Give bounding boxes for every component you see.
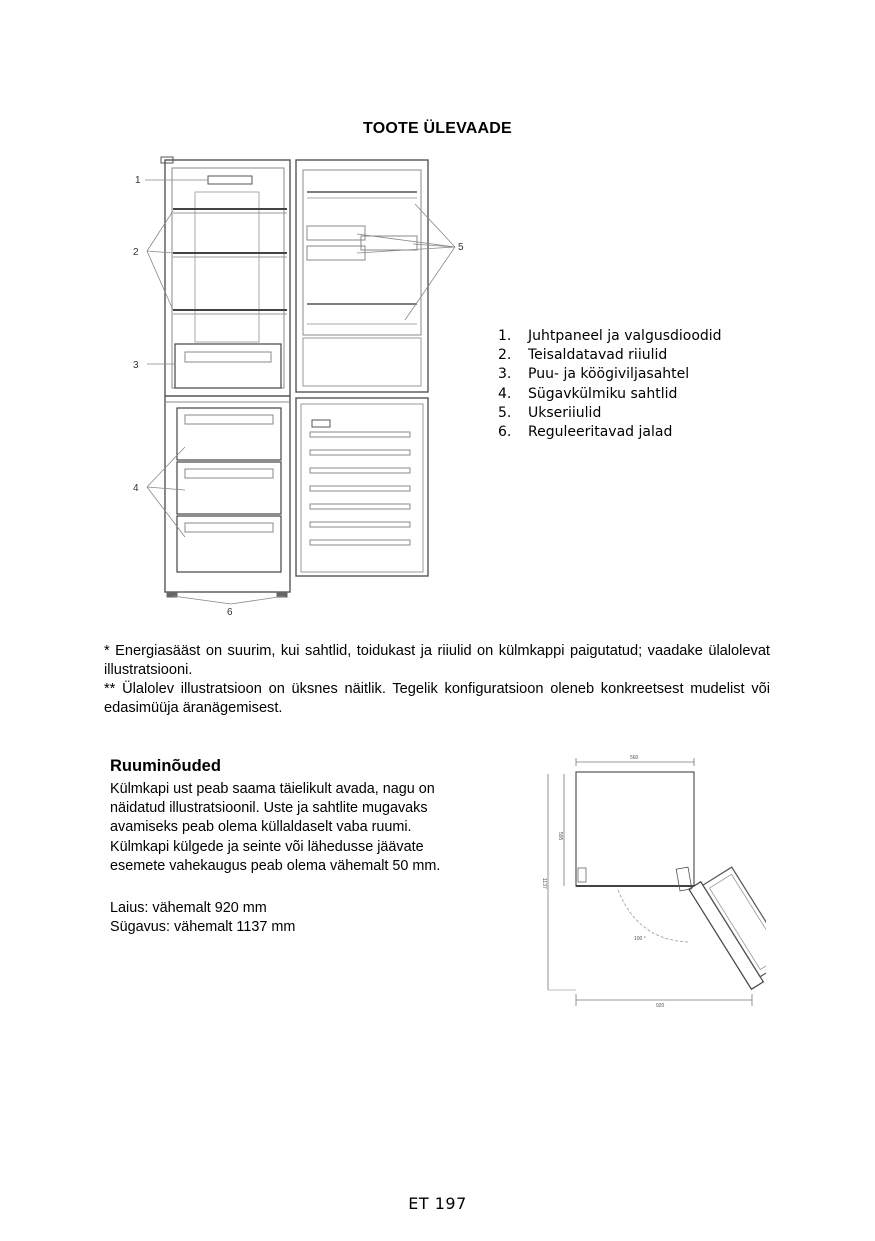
- legend-item: 4. Sügavkülmiku sahtlid: [498, 385, 678, 402]
- legend-item: 2. Teisaldatavad riiulid: [498, 347, 668, 364]
- legend-item: 3. Puu- ja köögiviljasahtel: [498, 366, 690, 383]
- dim-total-label: 1137: [541, 878, 547, 889]
- space-dimensions: [110, 899, 295, 937]
- depth-requirement: Sügavus: vähemalt 1137 mm: [110, 919, 296, 936]
- callout-1: 1: [135, 175, 141, 186]
- note-illustration: ** Ülalolev illustratsioon on üksnes näitlik. Tegelik konfiguratsioon oleneb konkreetsest mudelist või edasimüüja äranägemisest.: [104, 681, 770, 716]
- component-legend: [498, 327, 722, 442]
- door-opening-diagram: [538, 750, 766, 1012]
- fridge-overview-illustration: [125, 152, 475, 622]
- callout-5: 5: [458, 242, 464, 253]
- legend-item: 5. Ukseriiulid: [498, 404, 602, 421]
- legend-item: 1. Juhtpaneel ja valgusdioodid: [498, 328, 722, 344]
- space-requirements-title: Ruuminõuded: [110, 757, 221, 775]
- page-title: TOOTE ÜLEVAADE: [363, 120, 512, 137]
- page-number: ET 197: [408, 1194, 467, 1213]
- angle-label: 100 °: [634, 936, 646, 942]
- callout-2: 2: [133, 247, 139, 258]
- dim-bottom-label: 920: [656, 1003, 665, 1009]
- space-requirements-text: Külmkapi ust peab saama täielikult avada, nagu on näidatud illustratsioonil. Uste ja sahtlite mugavaks avamiseks peab olema küllaldaselt vaba ruumi. Külmkapi külgede ja seinte või lähedusse jäävate esemete vahekaugus peab olema vähemalt 50 mm.: [110, 781, 441, 874]
- dim-side-label: 595: [557, 832, 563, 841]
- callout-4: 4: [133, 483, 139, 494]
- width-requirement: Laius: vähemalt 920 mm: [110, 900, 267, 916]
- dim-top-label: 560: [630, 755, 639, 761]
- notes-block: [104, 642, 770, 718]
- note-energy: * Energiasääst on suurim, kui sahtlid, toidukast ja riiulid on külmkappi paigutatud; vaadake ülalolevat illustratsiooni.: [104, 643, 770, 678]
- callout-6: 6: [227, 607, 233, 618]
- legend-item: 6. Reguleeritavad jalad: [498, 423, 673, 440]
- callout-3: 3: [133, 360, 139, 371]
